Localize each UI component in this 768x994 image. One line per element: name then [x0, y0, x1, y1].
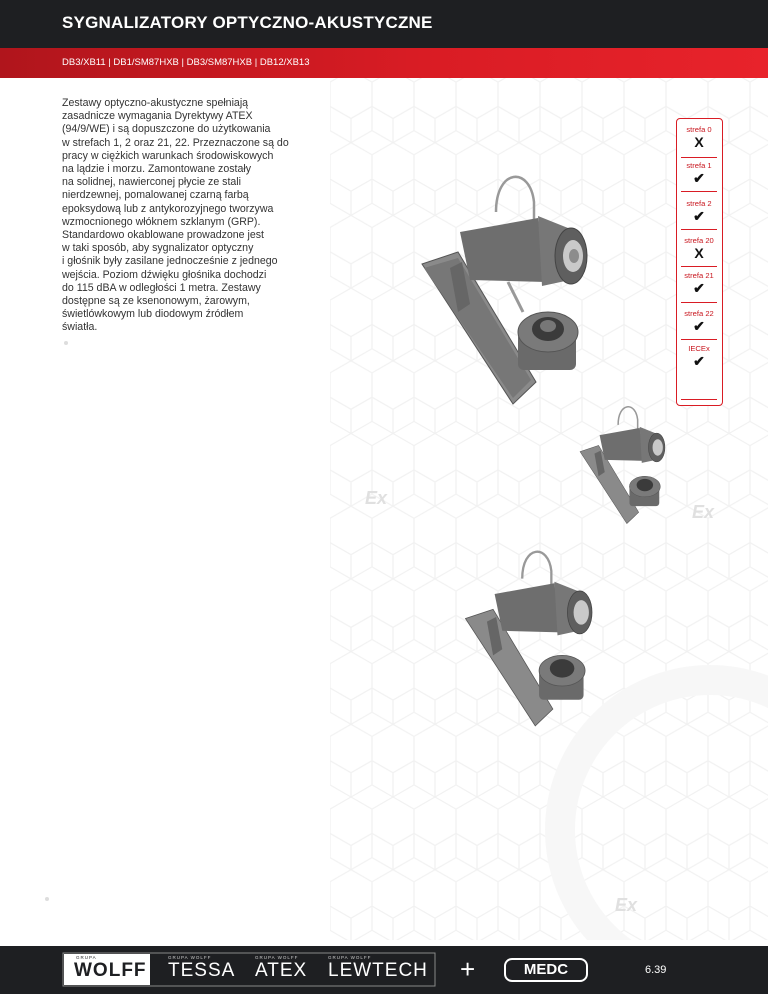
brand-group-label: GRUPA WOLFF: [168, 955, 212, 960]
brand-lewtech-logo: [328, 946, 434, 994]
zone-divider: [681, 266, 717, 267]
zone-divider: [681, 229, 717, 230]
check-icon: ✔: [693, 353, 705, 369]
brand-name: LEWTECH: [328, 960, 428, 981]
check-icon: ✔: [693, 208, 705, 224]
footer-bar: [0, 946, 768, 994]
brand-group-label: GRUPA WOLFF: [328, 955, 372, 960]
page-number: 6.39: [645, 964, 667, 976]
zone-divider: [681, 157, 717, 158]
zone-label: strefa 2: [686, 199, 712, 208]
zone-divider: [681, 191, 717, 192]
brand-tessa-logo: [168, 946, 248, 994]
signaling-set-small-image: [462, 548, 597, 732]
check-icon: ✔: [693, 170, 705, 186]
brand-wolff-logo: [66, 946, 146, 994]
brand-atex-logo: [255, 946, 325, 994]
brand-group-label: GRUPA: [76, 955, 97, 960]
brand-name: ATEX: [255, 960, 308, 981]
zone-item: [681, 161, 717, 186]
zone-item: [681, 344, 717, 369]
ex-watermark: Ex: [615, 895, 638, 915]
description-text: Zestawy optyczno-akustyczne spełniają zasadnicze wymagania Dyrektywy ATEX (94/9/WE) i są dopuszczone do użytkowania w strefach 1, 2 oraz 21, 22. Przeznaczone są do pracy w ciężkich warunkach środowiskowych na lądzie i morzu. Zamontowane zostały na solidnej, nawierconej płycie ze stali nierdzewnej, pomalowanej czarną farbą epoksydową lub z antykorozyjnego tworzywa wzmocnionego włóknem szklanym (GRP). Standardowo okablowane prowadzone jest w taki sposób, aby sygnalizator optyczny i głośnik były zasilane jednocześnie z jednego wejścia. Poziom dźwięku głośnika dochodzi do 115 dBA w odległości 1 metra. Zestawy dostępne są ze ksenonowym, żarowym, świetlówkowym lub diodowym źródłem światła.: [62, 97, 289, 334]
brand-name: WOLFF: [74, 960, 147, 981]
header-bar: [0, 0, 768, 48]
zone-divider: [681, 399, 717, 400]
bullet-dot: [45, 897, 49, 901]
zone-certification-panel: [676, 118, 723, 406]
page-title: SYGNALIZATORY OPTYCZNO-AKUSTYCZNE: [62, 13, 433, 32]
zone-label: strefa 22: [684, 309, 714, 318]
zone-item: [681, 309, 717, 334]
zone-divider: [681, 339, 717, 340]
medc-logo: MEDC: [504, 958, 588, 982]
plus-sign: +: [460, 954, 476, 984]
brand-group-label: GRUPA WOLFF: [255, 955, 299, 960]
bullet-dot: [64, 341, 68, 345]
zone-item: [681, 125, 717, 150]
brand-name: TESSA: [168, 960, 236, 981]
zone-label: strefa 0: [686, 125, 712, 134]
check-icon: ✔: [693, 318, 705, 334]
zone-label: strefa 21: [684, 271, 714, 280]
zone-item: [681, 199, 717, 224]
zone-label: strefa 1: [686, 161, 712, 170]
model-list: DB3/XB11 | DB1/SM87HXB | DB3/SM87HXB | DB12/XB13: [62, 57, 310, 68]
signaling-set-large-image: [418, 172, 593, 412]
zone-value: X: [694, 134, 704, 150]
zone-value: X: [694, 245, 704, 261]
zone-item: [681, 236, 717, 261]
signaling-set-medium-image: [578, 404, 668, 528]
zone-label: IECEx: [688, 344, 710, 353]
zone-divider: [681, 302, 717, 303]
models-bar: [0, 48, 768, 78]
zone-label: strefa 20: [684, 236, 714, 245]
zone-item: [681, 271, 717, 296]
ex-watermark: Ex: [692, 502, 715, 522]
ex-watermark: Ex: [365, 488, 388, 508]
check-icon: ✔: [693, 280, 705, 296]
